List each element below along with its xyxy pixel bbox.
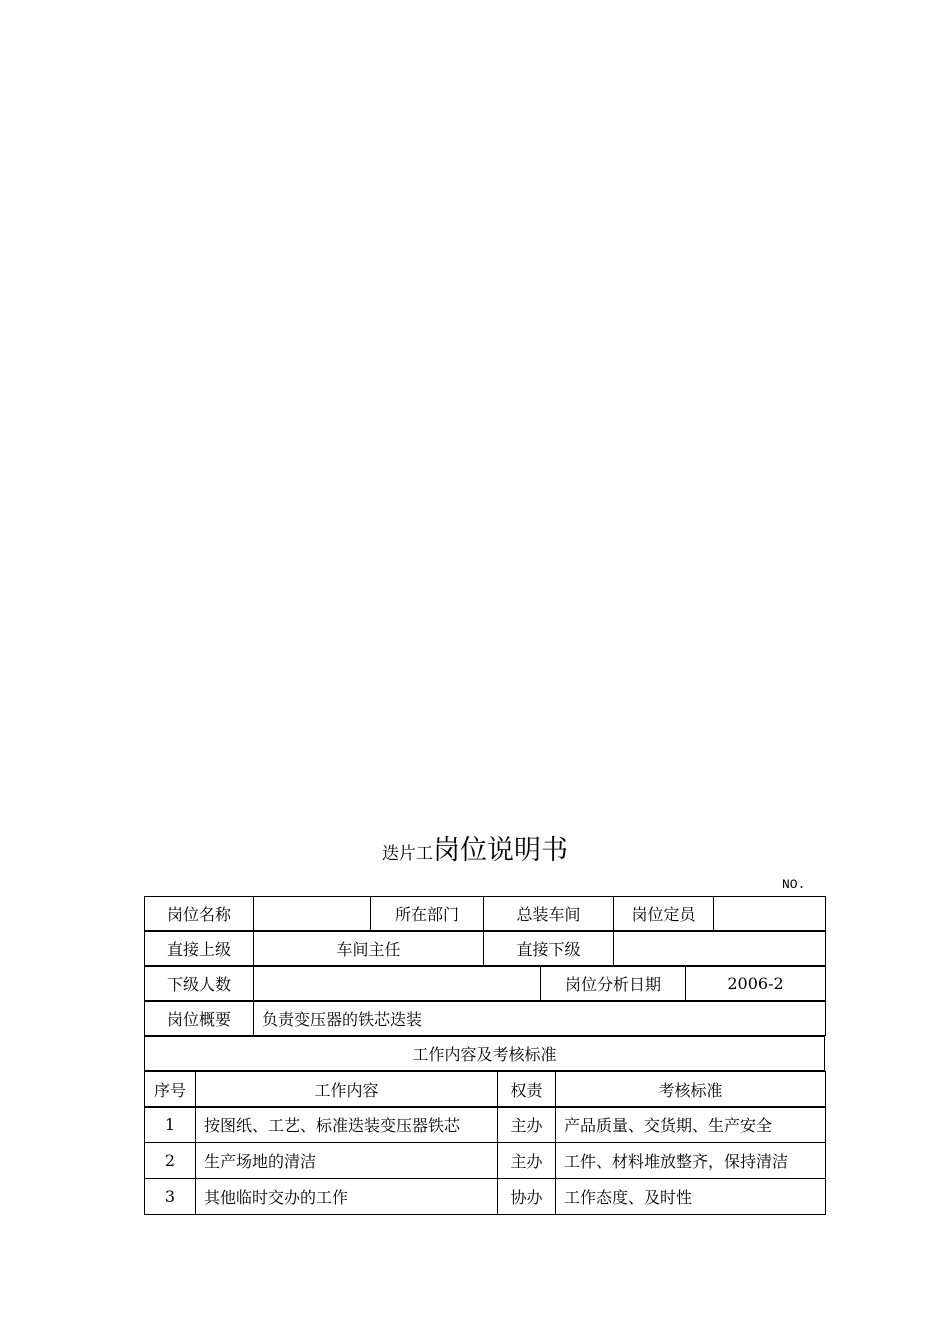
info-row-count-date	[144, 966, 826, 1001]
header-authority: 权责	[498, 1072, 556, 1108]
title-main: 岗位说明书	[433, 835, 568, 866]
quota-value	[714, 897, 826, 931]
table-row	[145, 1143, 826, 1179]
title-prefix: 迭片工	[382, 844, 433, 864]
superior-label: 直接上级	[145, 932, 254, 966]
row-index: 1	[145, 1107, 196, 1143]
section-title: 工作内容及考核标准	[145, 1037, 825, 1071]
row-content: 其他临时交办的工作	[196, 1179, 498, 1215]
task-table-body	[144, 1106, 826, 1215]
sub-count-label: 下级人数	[145, 967, 254, 1001]
document-title	[0, 828, 950, 867]
subordinate-label: 直接下级	[484, 932, 614, 966]
info-row-reporting	[144, 931, 826, 966]
post-name-label: 岗位名称	[145, 897, 254, 931]
department-label: 所在部门	[371, 897, 484, 931]
row-authority: 协办	[498, 1179, 556, 1215]
subordinate-value	[614, 932, 826, 966]
summary-label: 岗位概要	[145, 1002, 254, 1036]
section-header-row	[144, 1036, 825, 1071]
quota-label: 岗位定员	[614, 897, 714, 931]
table-row	[145, 1107, 826, 1143]
row-index: 2	[145, 1143, 196, 1179]
sub-count-value	[254, 967, 541, 1001]
row-content: 按图纸、工艺、标准迭装变压器铁芯	[196, 1107, 498, 1143]
document-number-label: NO.	[782, 877, 806, 892]
summary-value: 负责变压器的铁芯迭装	[254, 1002, 826, 1036]
header-content: 工作内容	[196, 1072, 498, 1108]
info-row-post	[144, 896, 826, 931]
row-authority: 主办	[498, 1143, 556, 1179]
header-index: 序号	[145, 1072, 196, 1108]
superior-value: 车间主任	[254, 932, 484, 966]
row-index: 3	[145, 1179, 196, 1215]
row-content: 生产场地的清洁	[196, 1143, 498, 1179]
row-criteria: 工件、材料堆放整齐，保持清洁	[556, 1143, 826, 1179]
row-authority: 主办	[498, 1107, 556, 1143]
analysis-date-label: 岗位分析日期	[541, 967, 686, 1001]
row-criteria: 工作态度、及时性	[556, 1179, 826, 1215]
header-criteria: 考核标准	[556, 1072, 826, 1108]
task-table-header	[144, 1071, 826, 1108]
post-name-value	[254, 897, 371, 931]
row-criteria: 产品质量、交货期、生产安全	[556, 1107, 826, 1143]
department-value: 总装车间	[484, 897, 614, 931]
analysis-date-value: 2006-2	[686, 967, 826, 1001]
table-row	[145, 1179, 826, 1215]
info-row-summary	[144, 1001, 826, 1036]
